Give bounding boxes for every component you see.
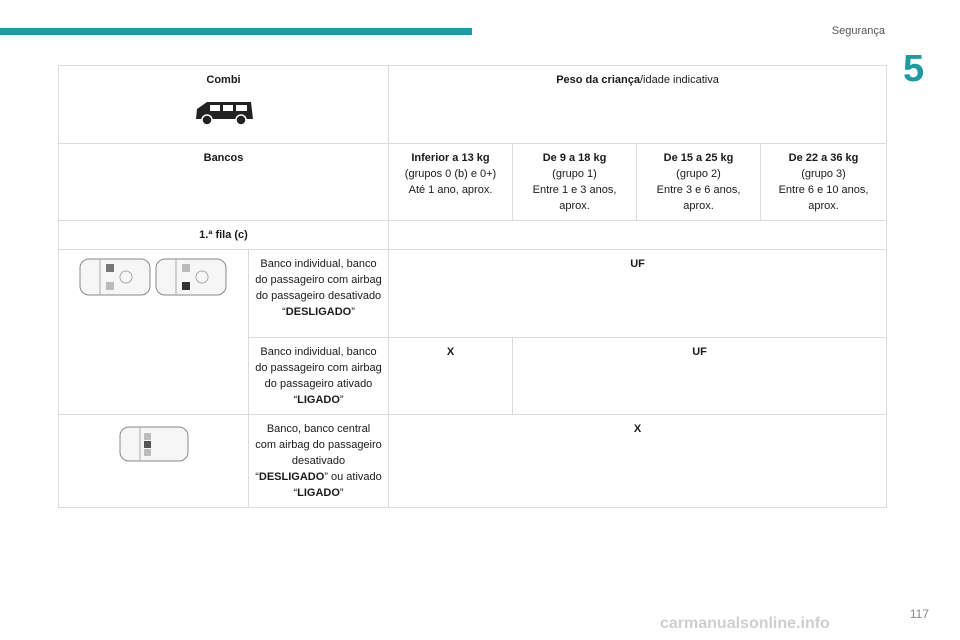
group-3-title: De 22 a 36 kg [788, 152, 859, 164]
vehicle-title: Combi [206, 74, 241, 86]
seat-row-3-bold2: LIGADO [297, 487, 340, 499]
seat-row-1-text: Banco individual, banco do passageiro com airbag do passageiro desativado “ [255, 258, 382, 318]
car-side-icon [193, 98, 255, 126]
row-label-cell [59, 221, 389, 250]
watermark: carmanualsonline.info [660, 615, 830, 632]
seat-row-3-mid: ” ou ativado “ [293, 471, 382, 499]
group-2-line2: Entre 3 e 6 anos, aprox. [656, 184, 741, 212]
seat-row-2-bold: LIGADO [297, 394, 340, 406]
seat-row-1-bold: DESLIGADO [285, 306, 352, 318]
seat-row-2-end: ” [339, 394, 344, 406]
seats-label: Bancos [203, 152, 244, 164]
seat-row-1-desc [249, 250, 389, 338]
seat-row-3-value: X [633, 423, 642, 435]
seat-row-3-value-cell [389, 415, 887, 508]
weight-header-cell [389, 66, 887, 144]
seat-row-1-value: UF [630, 258, 645, 270]
group-3-line1: (grupo 3) [801, 168, 846, 180]
group-0-line2: Até 1 ano, aprox. [408, 184, 493, 196]
row-label-empty [389, 221, 887, 250]
group-0-cell [389, 144, 513, 221]
seat-row-2-desc [249, 338, 389, 415]
seat-row-3-text: Banco, banco central com airbag do passageiro desativado “ [255, 423, 382, 483]
seat-row-3-desc [249, 415, 389, 508]
page-number: 117 [909, 607, 929, 621]
bench-diagram-cell [59, 415, 249, 508]
child-seat-table [58, 65, 887, 508]
seat-diagram-cell [59, 250, 249, 415]
seat-row-2-value-first-cell [389, 338, 513, 415]
group-0-title: Inferior a 13 kg [411, 152, 490, 164]
group-1-line1: (grupo 1) [552, 168, 597, 180]
group-0-line1: (grupos 0 (b) e 0+) [404, 168, 497, 180]
chapter-number: 5 [903, 48, 925, 90]
group-3-cell [761, 144, 887, 221]
bench-diagram-icon [118, 425, 190, 463]
header-accent-bar [0, 28, 472, 35]
group-1-title: De 9 a 18 kg [542, 152, 607, 164]
group-1-cell [513, 144, 637, 221]
seat-row-1-value-cell [389, 250, 887, 338]
group-2-title: De 15 a 25 kg [663, 152, 734, 164]
weight-title-bold: Peso da criança [556, 74, 640, 86]
seats-header-cell [59, 144, 389, 221]
seat-row-3-bold: DESLIGADO [258, 471, 325, 483]
seat-row-2-value-rest-cell [513, 338, 887, 415]
section-title: Segurança [831, 25, 885, 37]
seat-row-3-end: ” [339, 487, 344, 499]
group-2-line1: (grupo 2) [676, 168, 721, 180]
group-2-cell [637, 144, 761, 221]
group-1-line2: Entre 1 e 3 anos, aprox. [532, 184, 617, 212]
seat-row-2-value-rest: UF [692, 346, 707, 358]
seat-row-2-text: Banco individual, banco do passageiro com airbag do passageiro ativado “ [255, 346, 382, 406]
row-label: 1.ª fila (c) [199, 229, 248, 241]
seat-diagram-icon [78, 256, 230, 298]
group-3-line2: Entre 6 e 10 anos, aprox. [778, 184, 869, 212]
seat-row-2-value-first: X [446, 346, 455, 358]
weight-title-rest: /idade indicativa [639, 74, 719, 86]
vehicle-header-cell [59, 66, 389, 144]
seat-row-1-end: ” [351, 306, 355, 318]
